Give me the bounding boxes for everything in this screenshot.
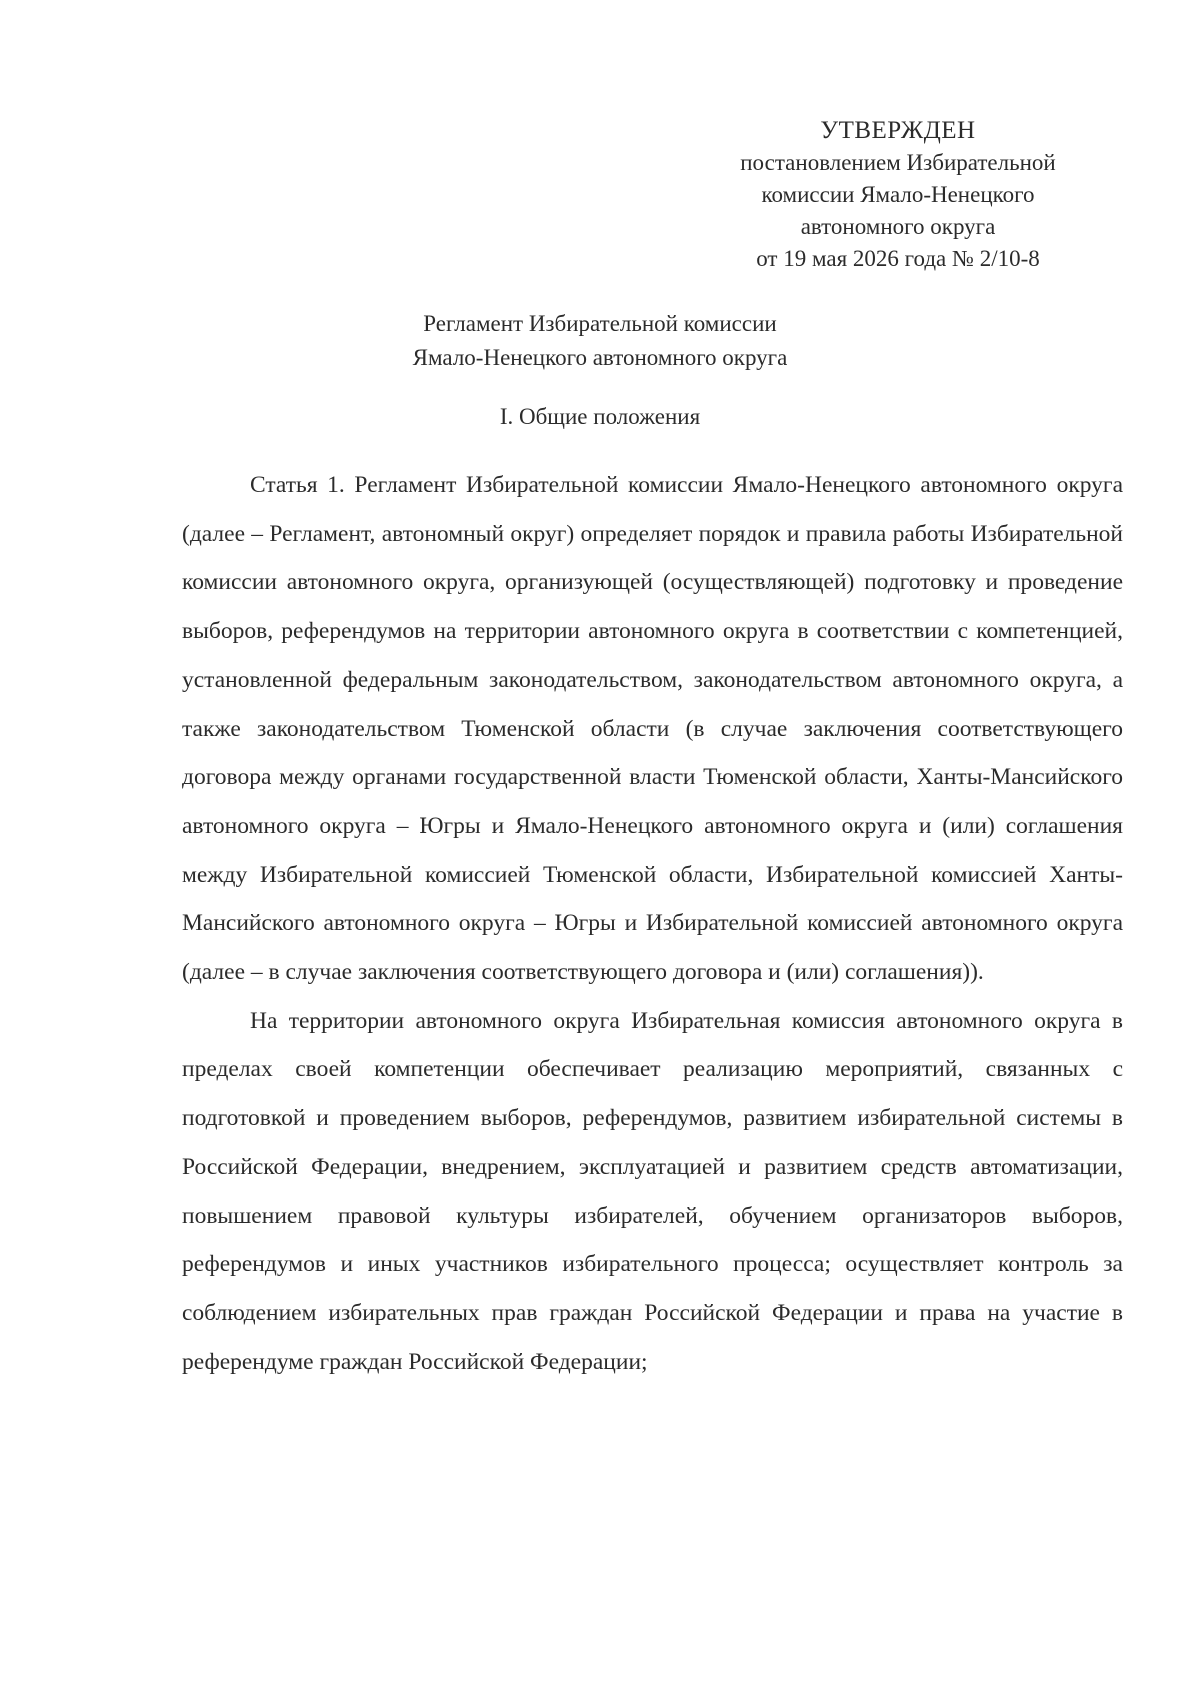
document-title-line: Ямало-Ненецкого автономного округа	[412, 345, 788, 370]
approval-line: комиссии Ямало-Ненецкого	[761, 182, 1035, 207]
document-title	[300, 307, 900, 375]
approval-line: постановлением Избирательной	[740, 150, 1056, 175]
paragraph: На территории автономного округа Избирательная комиссия автономного округа в пределах своей компетенции обеспечивает реализацию мероприятий, связанных с подготовкой и проведением выборов, референдумов, развитием избирательной системы в Российской Федерации, внедрением, эксплуатацией и развитием средств автоматизации, повышением правовой культуры избирателей, обучением организаторов выборов, референдумов и иных участников избирательного процесса; осуществляет контроль за соблюдением избирательных прав граждан Российской Федерации и права на участие в референдуме граждан Российской Федерации;	[182, 1007, 1123, 1375]
section-heading: I. Общие положения	[499, 404, 701, 429]
approval-line: автономного округа	[800, 214, 996, 239]
document-body	[182, 461, 1123, 1386]
approval-block	[688, 115, 1108, 275]
document-title-line: Регламент Избирательной комиссии	[423, 311, 777, 336]
paragraph-article-1: Статья 1. Регламент Избирательной комиссии Ямало-Ненецкого автономного округа (далее – Регламент, автономный округ) определяет порядок и правила работы Избирательной комиссии автономного округа, организующей (осуществляющей) подготовку и проведение выборов, референдумов на территории автономного округа в соответствии с компетенцией, установленной федеральным законодательством, законодательством автономного округа, а также законодательством Тюменской области (в случае заключения соответствующего договора между органами государственной власти Тюменской области, Ханты-Мансийского автономного округа – Югры и Ямало-Ненецкого автономного округа и (или) соглашения между Избирательной комиссией Тюменской области, Избирательной комиссией Ханты-Мансийского автономного округа – Югры и Избирательной комиссией автономного округа (далее – в случае заключения соответствующего договора и (или) соглашения)).	[182, 472, 1123, 986]
approval-title: УТВЕРЖДЕН	[820, 117, 976, 144]
approval-date-number: от 19 мая 2026 года № 2/10-8	[756, 246, 1040, 271]
